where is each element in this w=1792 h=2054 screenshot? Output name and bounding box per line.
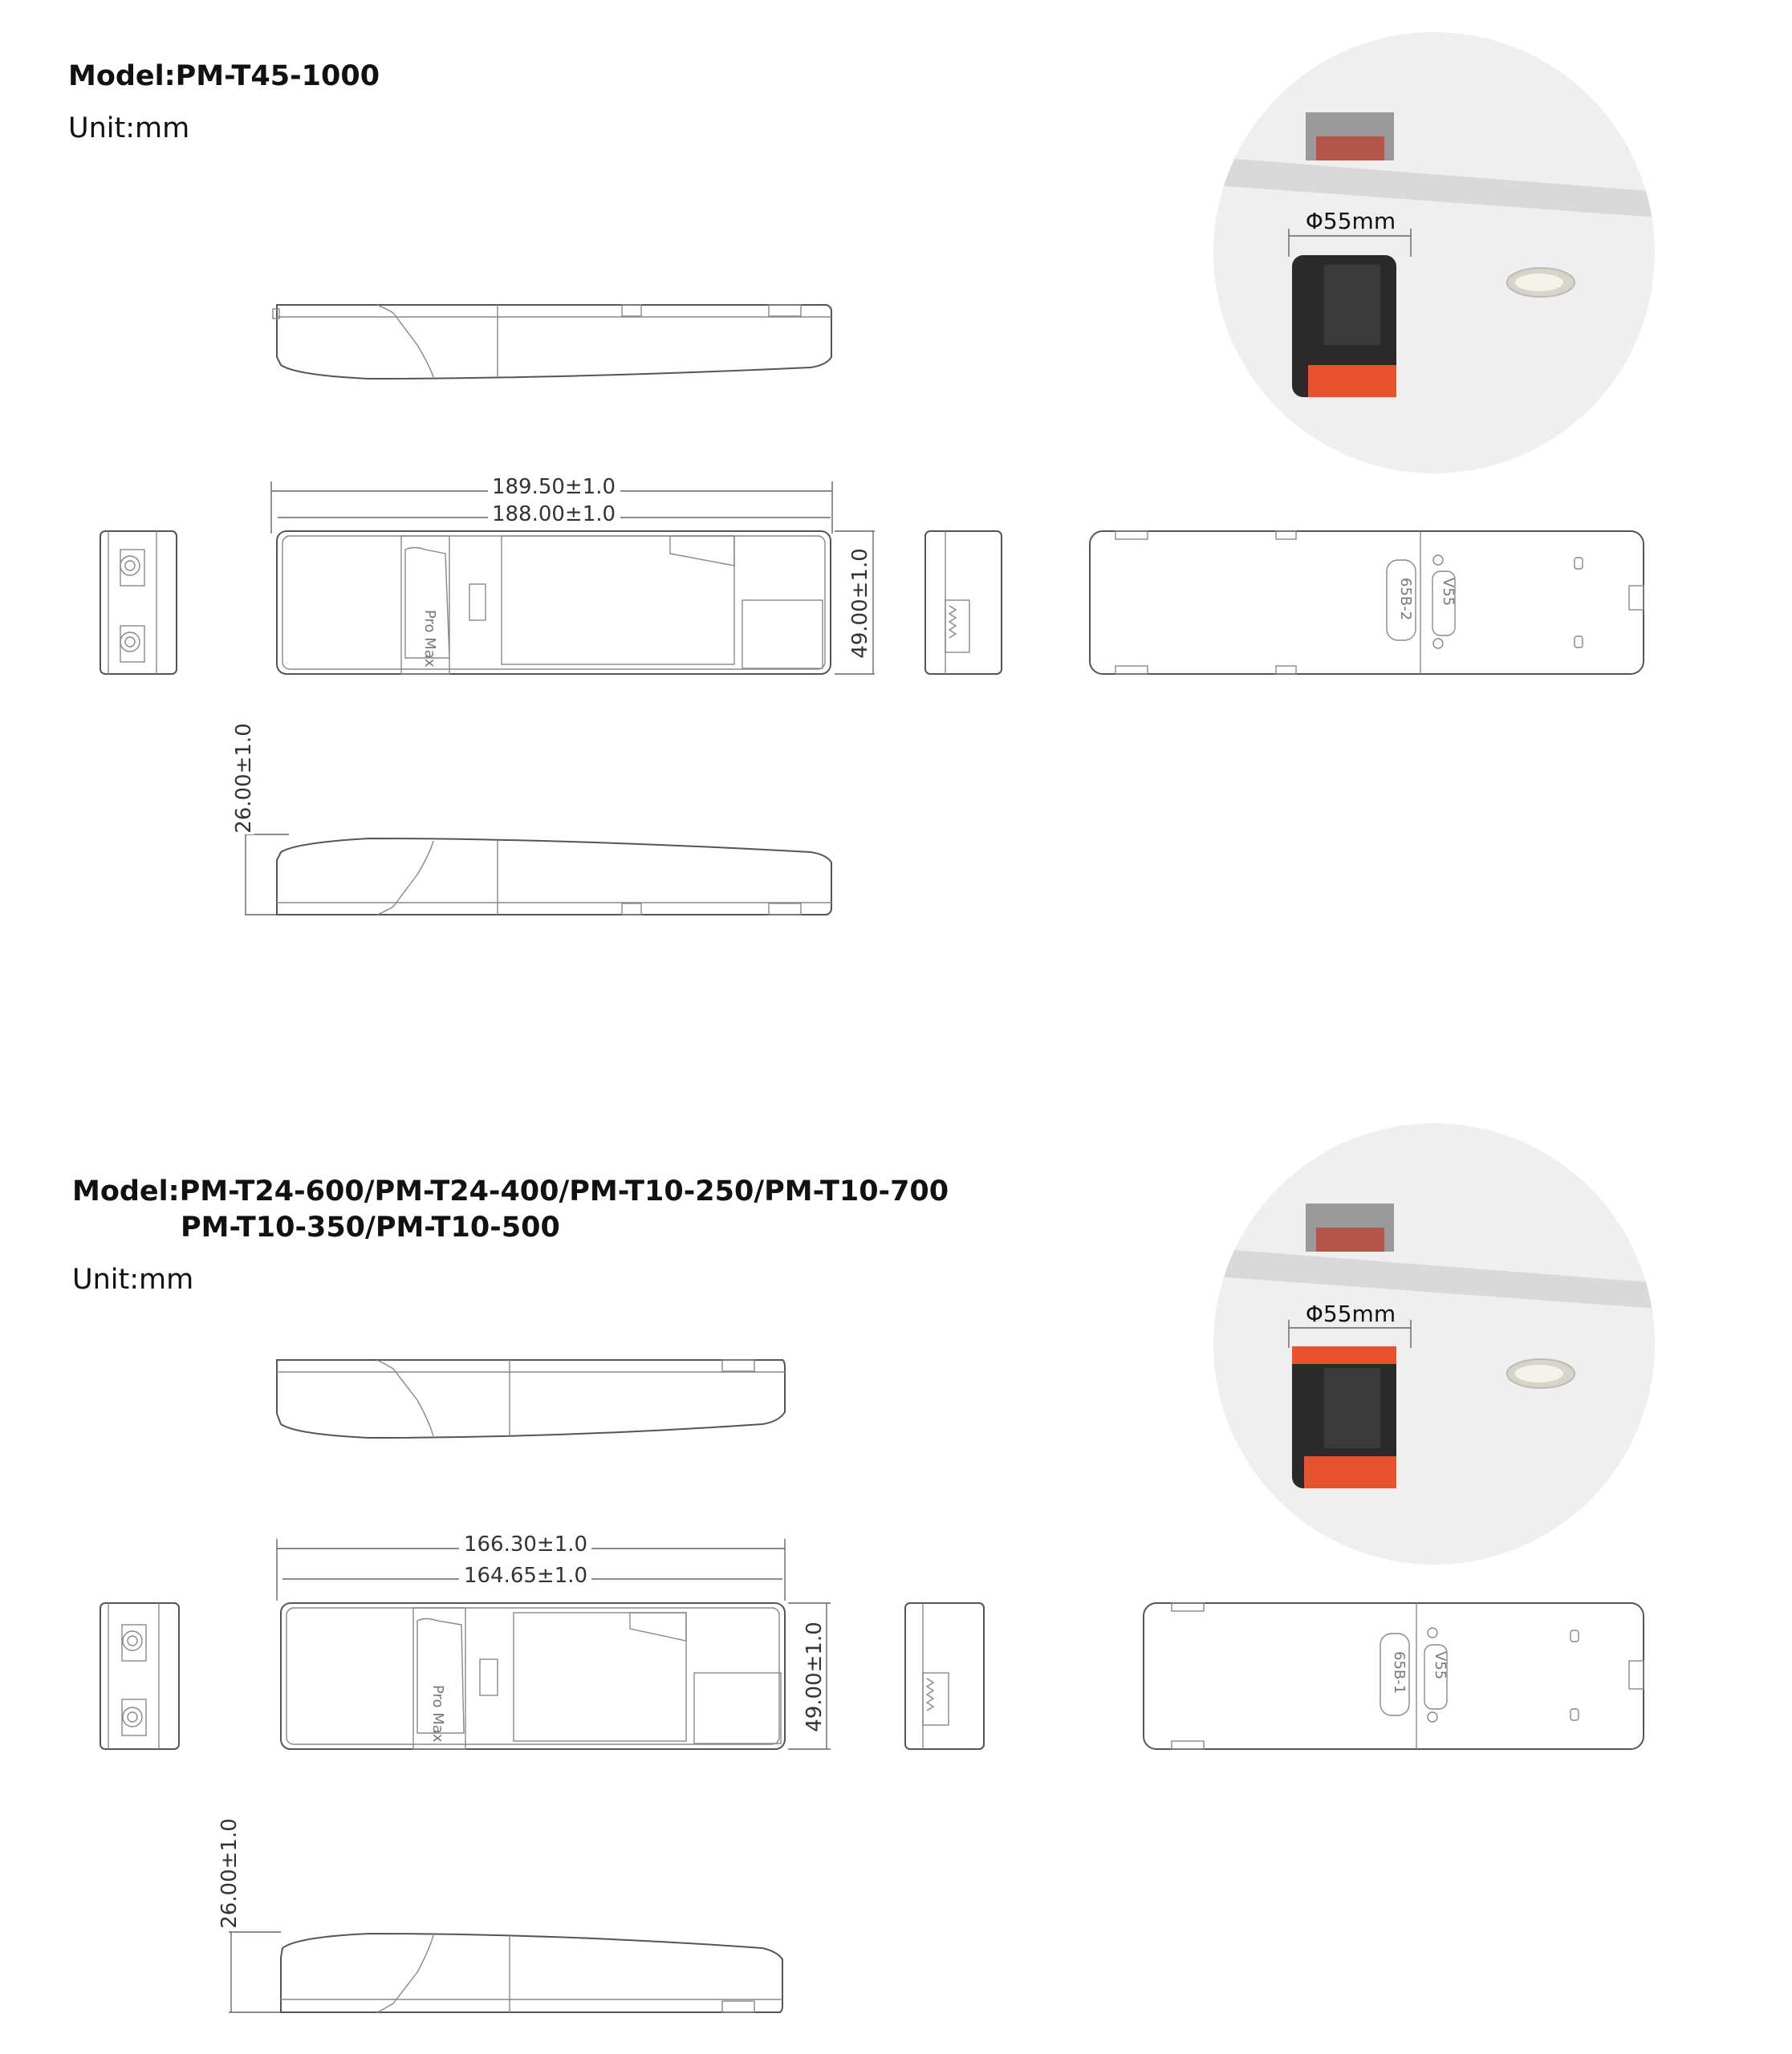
driver-side-view-top-1 [273, 305, 831, 379]
dim-width-2: 49.00±1.0 [803, 1622, 827, 1732]
dim-height-1: 26.00±1.0 [232, 723, 256, 834]
dim-width-1: 49.00±1.0 [848, 548, 872, 659]
model-title-2-line2: PM-T10-350/PM-T10-500 [181, 1212, 560, 1244]
driver-bottom-view-1 [1090, 531, 1644, 674]
install-detail-circle-2 [1204, 1123, 1669, 1565]
height-dimension-2 [215, 1815, 281, 2012]
unit-label-2: Unit:mm [72, 1264, 194, 1296]
width-dimension-1 [835, 531, 875, 674]
stamp-b-2: 65B-1 [1391, 1651, 1408, 1695]
width-dimension-2 [788, 1603, 831, 1749]
orange-accent-2 [1304, 1456, 1396, 1488]
dim-length-outer-1: 189.50±1.0 [491, 475, 616, 499]
cutout-dimension-2: Φ55mm [1305, 1301, 1396, 1327]
model-title-2-line1: Model:PM-T24-600/PM-T24-400/PM-T10-250/PM-T10-700 [72, 1175, 949, 1208]
cutout-dimension-1: Φ55mm [1305, 208, 1396, 234]
dim-height-2: 26.00±1.0 [217, 1818, 242, 1929]
unit-label-1: Unit:mm [68, 112, 190, 144]
driver-plan-view-2 [281, 1603, 785, 1749]
driver-side-view-bottom-1 [277, 838, 831, 915]
dim-length-outer-2: 166.30±1.0 [463, 1532, 588, 1557]
length-dimension-2 [277, 1529, 785, 1601]
model-title-1: Model:PM-T45-1000 [68, 60, 380, 92]
driver-plan-view-1 [277, 531, 831, 674]
orange-accent-1 [1308, 365, 1396, 397]
brand-mark-1: Pro Max [421, 610, 438, 668]
dim-length-inner-2: 164.65±1.0 [463, 1564, 588, 1588]
install-detail-circle-1 [1204, 32, 1669, 473]
stamp-a-1: V55 [1440, 578, 1457, 607]
stamp-a-2: V55 [1432, 1651, 1449, 1680]
stamp-b-1: 65B-2 [1397, 578, 1414, 621]
driver-side-view-top-2 [277, 1360, 785, 1438]
driver-side-view-bottom-2 [281, 1934, 782, 2012]
length-dimension-1 [271, 472, 832, 534]
driver-end-view-right-2 [905, 1603, 984, 1749]
dim-length-inner-1: 188.00±1.0 [491, 502, 616, 526]
driver-bottom-view-2 [1144, 1603, 1644, 1749]
driver-end-view-left-2 [100, 1603, 179, 1749]
height-dimension-1 [229, 718, 289, 915]
brand-mark-2: Pro Max [429, 1685, 446, 1743]
driver-end-view-right-1 [925, 531, 1002, 674]
driver-end-view-left-1 [100, 531, 177, 674]
